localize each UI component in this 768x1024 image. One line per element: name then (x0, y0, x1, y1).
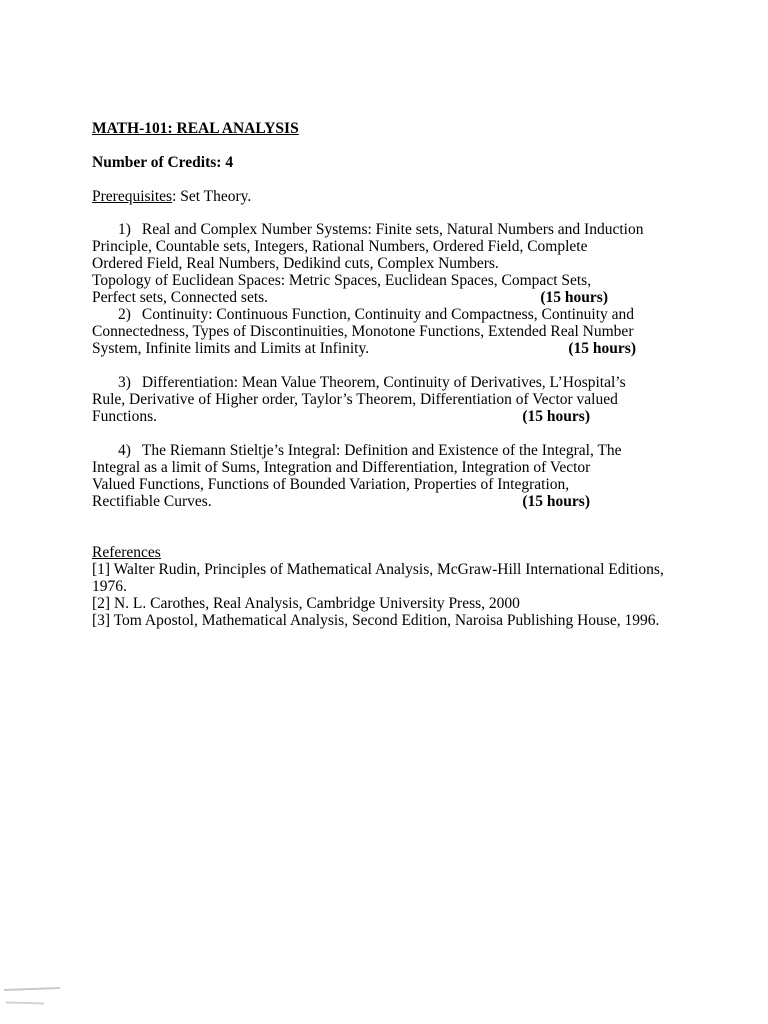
reference-line: [3] Tom Apostol, Mathematical Analysis, Second Edition, Naroisa Publishing House, 1996. (92, 612, 660, 629)
item-last-line (92, 408, 676, 425)
item-first-line (92, 442, 676, 459)
item-text: Continuity: Continuous Function, Continuity and Compactness, Continuity and (141, 306, 635, 323)
item-number: 4) (118, 442, 131, 459)
reference-line: 1976. (92, 578, 127, 595)
item-first-line (92, 221, 676, 238)
item-text-line: Integral as a limit of Sums, Integration and Differentiation, Integration of Vector (92, 459, 591, 476)
hours-badge: (15 hours) (568, 340, 636, 357)
item-text: Perfect sets, Connected sets. (92, 289, 269, 306)
page-title: MATH-101: REAL ANALYSIS (92, 120, 299, 137)
item-text-line: Principle, Countable sets, Integers, Rational Numbers, Ordered Field, Complete (92, 238, 588, 255)
item-number: 2) (118, 306, 131, 323)
item-text-line: Valued Functions, Functions of Bounded Variation, Properties of Integration, (92, 476, 570, 493)
hours-badge: (15 hours) (522, 408, 590, 425)
reference-line: [2] N. L. Carothes, Real Analysis, Cambridge University Press, 2000 (92, 595, 520, 612)
credits-line: Number of Credits: 4 (92, 154, 234, 171)
references-section (92, 544, 676, 629)
scan-artifact-stroke (4, 987, 60, 991)
item-last-line (92, 289, 676, 306)
syllabus-item-2 (92, 306, 676, 357)
syllabus-item-1 (92, 221, 676, 306)
item-text-line: Ordered Field, Real Numbers, Dedikind cuts, Complex Numbers. (92, 255, 499, 272)
hours-badge: (15 hours) (540, 289, 608, 306)
item-text-line: Topology of Euclidean Spaces: Metric Spaces, Euclidean Spaces, Compact Sets, (92, 272, 592, 289)
references-heading: References (92, 544, 161, 561)
item-last-line (92, 493, 676, 510)
syllabus-item-3 (92, 374, 676, 425)
item-text: Differentiation: Mean Value Theorem, Continuity of Derivatives, L’Hospital’s (141, 374, 626, 391)
hours-badge: (15 hours) (522, 493, 590, 510)
prerequisites-label: Prerequisites (92, 188, 173, 205)
item-number: 3) (118, 374, 131, 391)
scan-artifact-stroke (6, 1002, 44, 1005)
syllabus-item-4 (92, 442, 676, 510)
reference-line: [1] Walter Rudin, Principles of Mathematical Analysis, McGraw-Hill International Editions, (92, 561, 664, 578)
item-text: Real and Complex Number Systems: Finite sets, Natural Numbers and Induction (141, 221, 644, 238)
item-text: The Riemann Stieltje’s Integral: Definition and Existence of the Integral, The (141, 442, 622, 459)
item-text: Rectifiable Curves. (92, 493, 212, 510)
item-last-line (92, 340, 676, 357)
item-text-line: Connectedness, Types of Discontinuities, Monotone Functions, Extended Real Number (92, 323, 634, 340)
scan-artifact (4, 986, 62, 1010)
item-text: System, Infinite limits and Limits at Infinity. (92, 340, 370, 357)
item-text-line: Rule, Derivative of Higher order, Taylor’s Theorem, Differentiation of Vector valued (92, 391, 618, 408)
item-text: Functions. (92, 408, 158, 425)
item-first-line (92, 306, 676, 323)
item-number: 1) (118, 221, 131, 238)
prerequisites-text: : Set Theory. (172, 188, 252, 205)
item-first-line (92, 374, 676, 391)
prerequisites-line (92, 188, 676, 205)
